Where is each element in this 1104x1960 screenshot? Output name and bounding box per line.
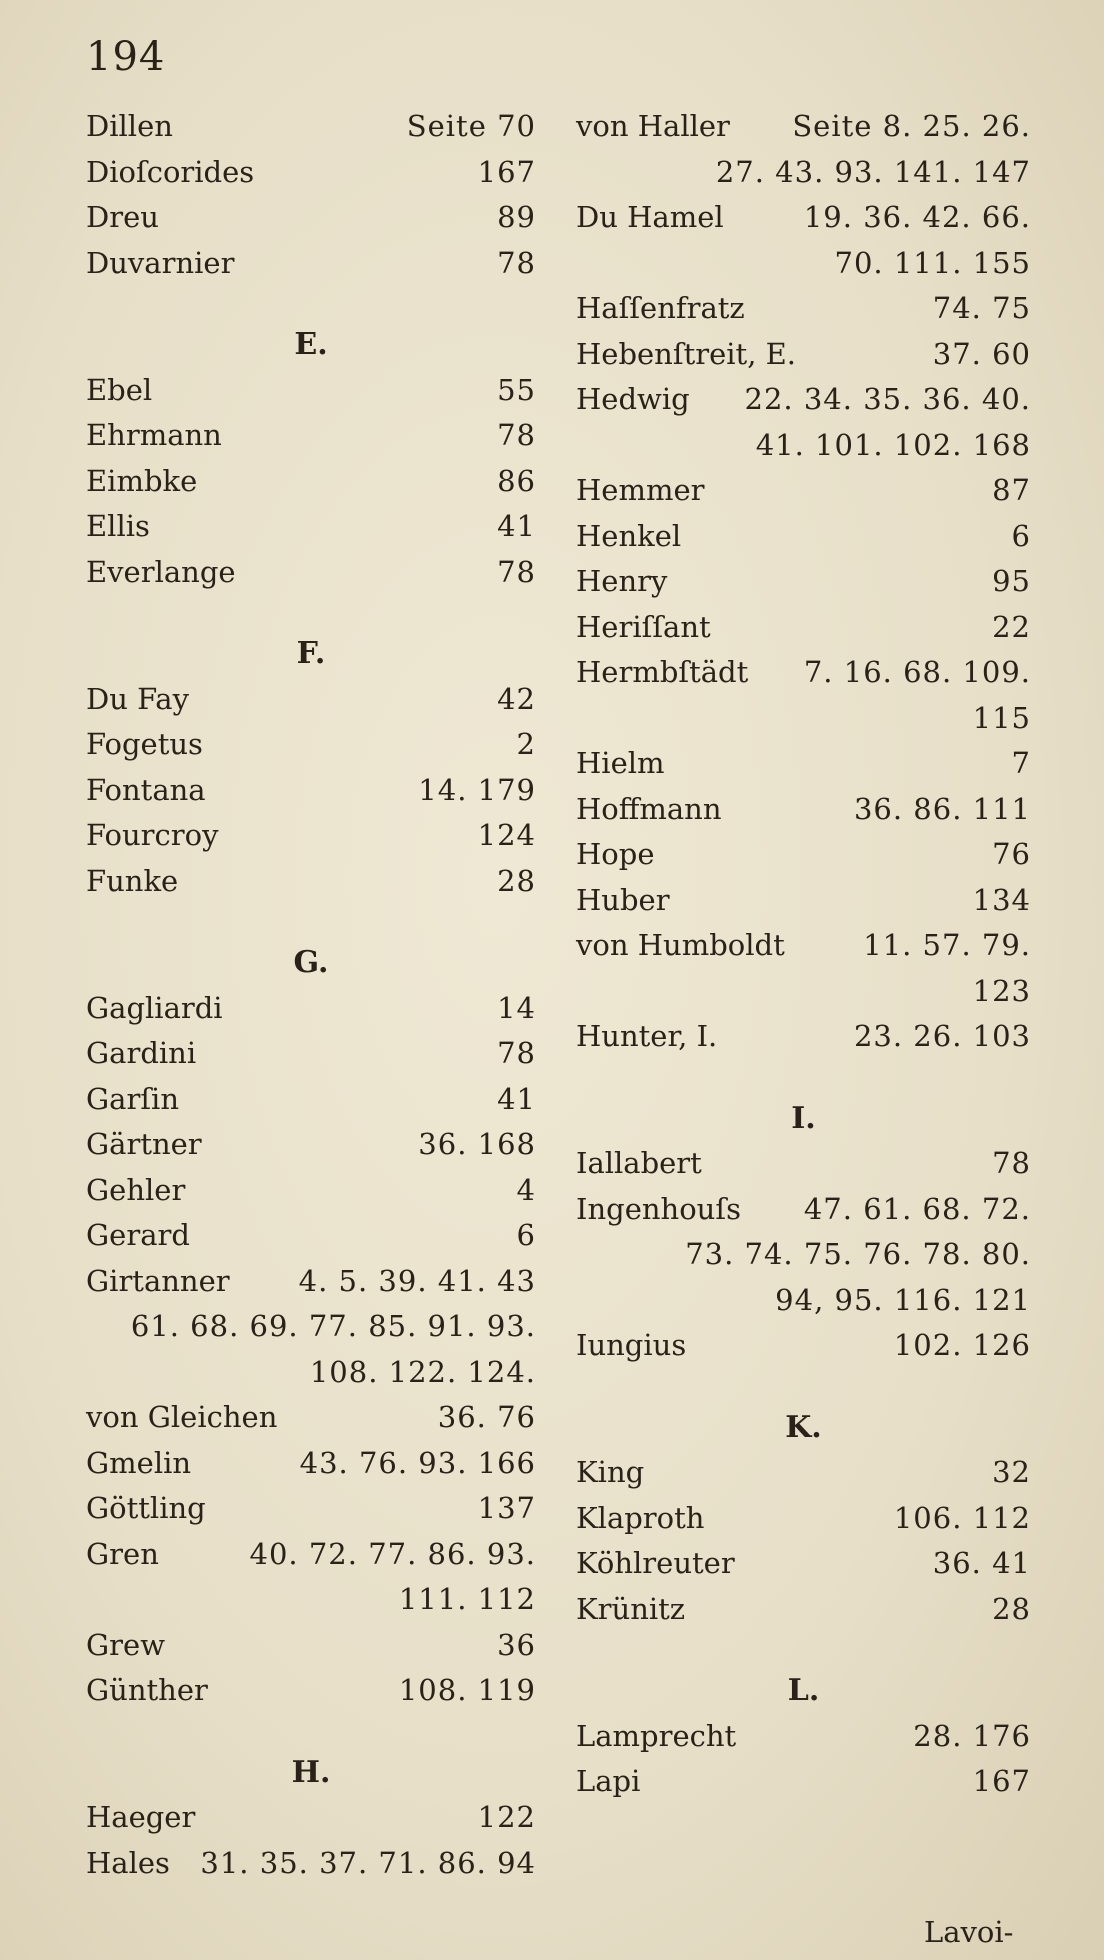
author-name: Du Fay: [86, 681, 189, 716]
page-references: 102. 126: [893, 1328, 1031, 1362]
page-references: 55: [497, 372, 536, 407]
index-entry: [86, 150, 536, 196]
author-name: Dillen: [86, 109, 173, 143]
page-references: 40. 72. 77. 86. 93.: [249, 1536, 536, 1571]
page-references: 167: [477, 154, 536, 189]
page-references: 76: [992, 837, 1031, 871]
section-spacer: [86, 1714, 536, 1750]
page-references: 6: [516, 1218, 536, 1252]
author-name: Ellis: [86, 509, 150, 543]
author-name: Hemmer: [576, 473, 705, 507]
index-entry: [86, 1259, 536, 1305]
page-references: 134: [972, 882, 1031, 917]
page-references: 74. 75: [932, 291, 1031, 325]
index-entry: [86, 677, 536, 723]
page-references: 32: [992, 1455, 1031, 1489]
index-entry-continuation: [86, 1350, 536, 1396]
author-name: Gärtner: [86, 1127, 202, 1161]
index-entry-continuation: [576, 150, 1031, 196]
page-references: 4: [516, 1172, 536, 1207]
page-references: 78: [992, 1146, 1031, 1180]
author-name: Dioſcorides: [86, 154, 255, 189]
page-references: 37. 60: [932, 336, 1031, 371]
index-entry: [86, 1168, 536, 1214]
section-spacer: [86, 595, 536, 631]
index-entry: [576, 377, 1031, 423]
page-references: 41: [497, 509, 536, 543]
index-entry-continuation: [576, 696, 1031, 742]
page-references: 78: [497, 245, 536, 280]
author-name: Hoffmann: [576, 791, 722, 826]
page-references: 36. 168: [418, 1127, 536, 1161]
page-references: 28: [992, 1591, 1031, 1626]
page-references: 78: [497, 1036, 536, 1070]
index-entry: [576, 923, 1031, 969]
page-references: 87: [992, 473, 1031, 507]
section-letter-heading: H.: [291, 1754, 331, 1790]
index-entry: [576, 195, 1031, 241]
index-entry: [576, 1714, 1031, 1760]
page-references: 78: [497, 554, 536, 589]
page-number: 194: [86, 34, 166, 80]
author-name: Gagliardi: [86, 990, 223, 1025]
index-entry: [576, 1496, 1031, 1542]
author-name: Fogetus: [86, 727, 203, 761]
page-references: 94, 95. 116. 121: [775, 1282, 1031, 1317]
index-entry: [86, 1031, 536, 1077]
page-references: 61. 68. 69. 77. 85. 91. 93.: [130, 1309, 536, 1343]
page-references: 42: [497, 681, 536, 716]
author-name: Lamprecht: [576, 1718, 737, 1753]
index-entry: [86, 104, 536, 150]
page-references: 124: [477, 818, 536, 852]
author-name: Köhlreuter: [576, 1546, 735, 1580]
page-references: Seite 8. 25. 26.: [792, 109, 1031, 143]
author-name: Ehrmann: [86, 418, 222, 452]
page-references: 6: [1011, 518, 1031, 553]
index-entry-continuation: [86, 1577, 536, 1623]
page-references: 31. 35. 37. 71. 86. 94: [200, 1845, 536, 1880]
index-entry: [86, 459, 536, 505]
page-references: 122: [477, 1800, 536, 1834]
page-references: 28: [497, 863, 536, 898]
page-references: 28. 176: [913, 1718, 1031, 1753]
page-references: 86: [497, 463, 536, 498]
index-entry-continuation: [576, 969, 1031, 1015]
section-letter-heading: E.: [294, 327, 328, 362]
section-letter-heading: I.: [791, 1100, 816, 1136]
section-letter-heading: K.: [785, 1409, 822, 1445]
author-name: Heriſſant: [576, 609, 711, 644]
author-name: Gerard: [86, 1218, 190, 1252]
index-entry: [576, 104, 1031, 150]
index-entry: [576, 1450, 1031, 1496]
index-column-right: [576, 104, 1031, 1805]
section-spacer: [86, 286, 536, 322]
page-references: 23. 26. 103: [853, 1019, 1031, 1053]
page-references: 7. 16. 68. 109.: [803, 655, 1031, 689]
author-name: Huber: [576, 882, 670, 917]
page-references: 167: [972, 1764, 1031, 1798]
page-references: 22. 34. 35. 36. 40.: [744, 382, 1031, 416]
index-entry: [86, 1668, 536, 1714]
page-references: Seite 70: [406, 109, 536, 143]
page-references: 41: [497, 1081, 536, 1116]
author-name: Gehler: [86, 1172, 186, 1207]
index-entry: [576, 468, 1031, 514]
index-entry: [86, 986, 536, 1032]
page-references: 22: [992, 609, 1031, 644]
index-entry: [86, 241, 536, 287]
index-entry: [86, 768, 536, 814]
page-references: 47. 61. 68. 72.: [803, 1191, 1031, 1226]
author-name: Funke: [86, 863, 179, 898]
index-entry: [86, 1623, 536, 1669]
index-entry: [576, 332, 1031, 378]
author-name: Haeger: [86, 1800, 196, 1834]
index-entry: [576, 1323, 1031, 1369]
author-name: Gmelin: [86, 1445, 192, 1480]
author-name: Grew: [86, 1627, 166, 1662]
author-name: von Humboldt: [576, 928, 785, 962]
page-references: 36. 86. 111: [853, 791, 1031, 826]
page-references: 36. 76: [437, 1400, 536, 1434]
author-name: Krünitz: [576, 1591, 686, 1626]
index-entry: [86, 859, 536, 905]
index-entry: [576, 1587, 1031, 1633]
index-entry: [86, 1841, 536, 1887]
index-entry: [86, 1077, 536, 1123]
page-references: 95: [992, 564, 1031, 598]
page-references: 108. 119: [398, 1673, 536, 1707]
index-entry-continuation: [576, 423, 1031, 469]
index-entry: [86, 413, 536, 459]
author-name: Iallabert: [576, 1146, 702, 1180]
author-name: Girtanner: [86, 1263, 230, 1298]
page-references: 2: [516, 727, 536, 761]
author-name: Iungius: [576, 1328, 687, 1362]
index-entry: [86, 1213, 536, 1259]
index-entry: [86, 1122, 536, 1168]
page-references: 27. 43. 93. 141. 147: [715, 154, 1031, 189]
index-entry-continuation: [86, 1304, 536, 1350]
index-entry: [576, 787, 1031, 833]
author-name: Duvarnier: [86, 245, 235, 280]
author-name: Göttling: [86, 1491, 206, 1525]
page-references: 106. 112: [893, 1500, 1031, 1535]
index-entry: [86, 504, 536, 550]
author-name: Lapi: [576, 1764, 641, 1798]
section-letter-heading: G.: [293, 945, 329, 980]
page-references: 7: [1011, 746, 1031, 780]
page-references: 78: [497, 418, 536, 452]
page-references: 19. 36. 42. 66.: [803, 200, 1031, 234]
index-entry: [86, 1486, 536, 1532]
page-references: 41. 101. 102. 168: [755, 427, 1031, 462]
page-references: 111. 112: [398, 1582, 536, 1616]
section-letter-heading: F.: [296, 636, 326, 671]
page-references: 4. 5. 39. 41. 43: [298, 1263, 536, 1298]
author-name: Ingenhouſs: [576, 1191, 741, 1226]
author-name: Hope: [576, 837, 655, 871]
index-entry: [576, 1141, 1031, 1187]
section-letter-heading: L.: [787, 1673, 820, 1708]
index-entry: [86, 1441, 536, 1487]
section-spacer: [576, 1369, 1031, 1405]
page-references: 70. 111. 155: [834, 245, 1031, 280]
index-entry-continuation: [576, 1278, 1031, 1324]
author-name: Gren: [86, 1536, 159, 1571]
index-entry: [86, 550, 536, 596]
author-name: Henkel: [576, 518, 682, 553]
page-references: 115: [972, 700, 1031, 735]
index-entry-continuation: [576, 1232, 1031, 1278]
index-entry: [576, 1014, 1031, 1060]
index-entry: [86, 813, 536, 859]
author-name: von Haller: [576, 109, 730, 143]
author-name: Gardini: [86, 1036, 197, 1070]
author-name: Hielm: [576, 746, 665, 780]
index-entry: [576, 1187, 1031, 1233]
author-name: Fontana: [86, 772, 206, 807]
author-name: Klaproth: [576, 1500, 705, 1535]
page-references: 14. 179: [418, 772, 536, 807]
index-entry: [576, 514, 1031, 560]
page-references: 123: [972, 973, 1031, 1008]
author-name: Hunter, I.: [576, 1019, 718, 1053]
index-column-left: [86, 104, 536, 1886]
index-entry: [576, 559, 1031, 605]
author-name: Everlange: [86, 554, 236, 589]
section-spacer: [576, 1060, 1031, 1096]
index-entry: [576, 878, 1031, 924]
index-entry: [576, 832, 1031, 878]
index-entry: [576, 286, 1031, 332]
index-entry: [576, 741, 1031, 787]
author-name: Garſin: [86, 1081, 180, 1116]
author-name: Hebenſtreit, E.: [576, 336, 797, 371]
page-references: 137: [477, 1491, 536, 1525]
page-references: 43. 76. 93. 166: [299, 1445, 536, 1480]
catchword: Lavoi-: [924, 1915, 1014, 1949]
author-name: Henry: [576, 564, 668, 598]
index-entry: [86, 1395, 536, 1441]
author-name: Du Hamel: [576, 200, 724, 234]
index-entry-continuation: [576, 241, 1031, 287]
page-references: 36: [497, 1627, 536, 1662]
author-name: von Gleichen: [86, 1400, 278, 1434]
index-entry: [86, 368, 536, 414]
author-name: Dreu: [86, 200, 159, 234]
index-entry: [576, 605, 1031, 651]
page-references: 89: [497, 200, 536, 234]
page-references: 36. 41: [932, 1546, 1031, 1580]
author-name: Fourcroy: [86, 818, 219, 852]
index-entry: [86, 1795, 536, 1841]
author-name: Haſſenfratz: [576, 291, 745, 325]
author-name: King: [576, 1455, 645, 1489]
author-name: Hermbſtädt: [576, 655, 749, 689]
author-name: Eimbke: [86, 463, 198, 498]
page-references: 108. 122. 124.: [309, 1354, 536, 1389]
author-name: Hedwig: [576, 382, 690, 416]
page-references: 11. 57. 79.: [863, 928, 1031, 962]
section-spacer: [86, 904, 536, 940]
section-spacer: [576, 1632, 1031, 1668]
index-entry: [86, 195, 536, 241]
index-entry: [576, 650, 1031, 696]
index-entry: [576, 1541, 1031, 1587]
index-entry: [86, 722, 536, 768]
index-entry: [86, 1532, 536, 1578]
index-entry: [576, 1759, 1031, 1805]
author-name: Ebel: [86, 372, 153, 407]
author-name: Hales: [86, 1845, 170, 1880]
author-name: Günther: [86, 1673, 208, 1707]
page-references: 14: [497, 990, 536, 1025]
page-references: 73. 74. 75. 76. 78. 80.: [685, 1237, 1031, 1271]
